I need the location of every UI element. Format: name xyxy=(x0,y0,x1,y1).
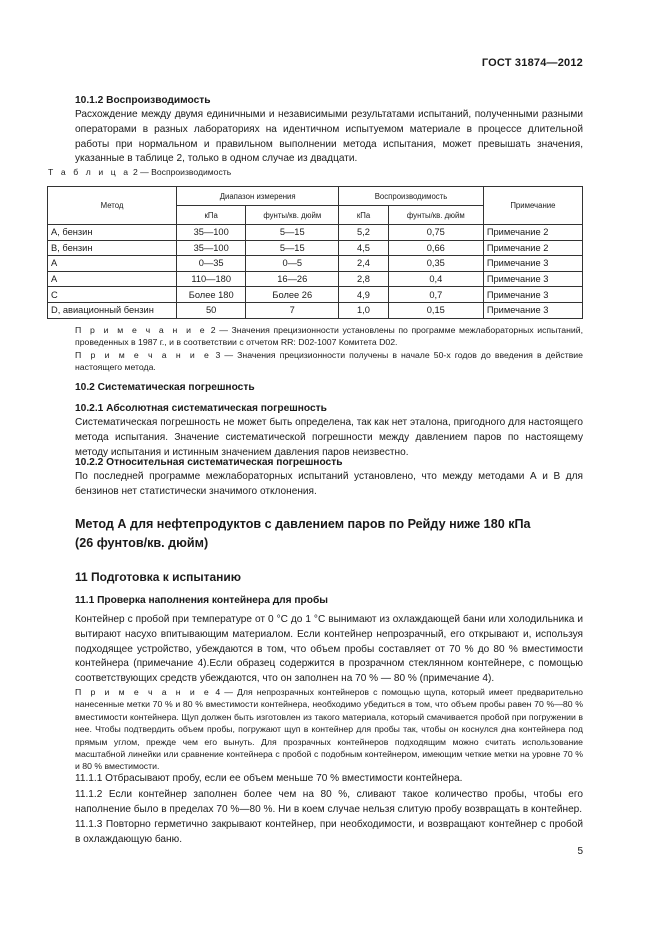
cell-note: Примечание 3 xyxy=(483,287,582,303)
table-row xyxy=(48,225,583,241)
cell-repro-psi: 0,35 xyxy=(388,256,483,272)
table-caption xyxy=(48,167,231,177)
cell-repro-psi: 0,75 xyxy=(388,225,483,241)
cell-repro-psi: 0,7 xyxy=(388,287,483,303)
method-a-line1: Метод А для нефтепродуктов с давлением паров по Рейду ниже 180 кПа xyxy=(75,517,531,531)
section-title: 10.1.2 Воспроизводимость xyxy=(75,95,211,106)
note-label: П р и м е ч а н и е xyxy=(75,325,208,335)
cell-method: А xyxy=(48,271,177,287)
col-header-kpa2: кПа xyxy=(339,206,389,225)
cell-method: А, бензин xyxy=(48,225,177,241)
col-header-kpa: кПа xyxy=(177,206,246,225)
cell-kpa: 50 xyxy=(177,302,246,318)
cell-psi: 5—15 xyxy=(246,240,339,256)
cell-psi: 7 xyxy=(246,302,339,318)
table-header-row xyxy=(48,187,583,206)
page-number: 5 xyxy=(577,846,583,857)
col-header-psi2: фунты/кв. дюйм xyxy=(388,206,483,225)
cell-method: В, бензин xyxy=(48,240,177,256)
paragraph-11-1-3: 11.1.3 Повторно герметично закрывают контейнер, при необходимости, и возвращают контейнер с пробой в охлаждающую баню. xyxy=(75,819,583,846)
table-row xyxy=(48,287,583,303)
col-header-note: Примечание xyxy=(483,187,582,225)
cell-kpa: 0—35 xyxy=(177,256,246,272)
cell-kpa: Более 180 xyxy=(177,287,246,303)
note-label: П р и м е ч а н и е xyxy=(75,349,212,360)
section-title: 10.2 Систематическая погрешность xyxy=(75,382,255,393)
section-10-2-1 xyxy=(75,402,583,460)
cell-note: Примечание 2 xyxy=(483,240,582,256)
cell-repro-psi: 0,66 xyxy=(388,240,483,256)
section-title: 10.2.2 Относительная систематическая погрешность xyxy=(75,457,343,468)
section-title: 11.1 Проверка наполнения контейнера для пробы xyxy=(75,595,328,606)
col-header-psi: фунты/кв. дюйм xyxy=(246,206,339,225)
cell-repro-kpa: 4,9 xyxy=(339,287,389,303)
table-notes xyxy=(75,324,583,374)
note-text: 3 — Значения прецизионности получены в начале 50-х годов до введения в действие настоящего метода. xyxy=(75,349,583,373)
col-header-method: Метод xyxy=(48,187,177,225)
cell-kpa: 35—100 xyxy=(177,240,246,256)
paragraph: Контейнер с пробой при температуре от 0 °С до 1 °С вынимают из охлаждающей бани или холодильника и вытирают насухо впитывающим материалом. Если контейнер непрозрачный, его открывают и, используя подходящее устройство, убеждаются в том, что объем пробы составляет от 70 % до 80 % вместимости контейнера (примечание 4).Если образец содержится в прозрачном стеклянном контейнере, с помощью соответствующих средств убеждаются, что он заполнен на 70 % — 80 % (примечание 4). xyxy=(75,614,583,685)
cell-psi: Более 26 xyxy=(246,287,339,303)
paragraph: По последней программе межлабораторных испытаний установлено, что между методами А и В для бензинов нет статистически значимого отклонения. xyxy=(75,471,583,497)
note-4 xyxy=(75,686,583,773)
cell-repro-psi: 0,4 xyxy=(388,271,483,287)
section-title: 10.2.1 Абсолютная систематическая погрешность xyxy=(75,403,327,414)
cell-method: С xyxy=(48,287,177,303)
cell-repro-kpa: 2,4 xyxy=(339,256,389,272)
cell-psi: 5—15 xyxy=(246,225,339,241)
cell-note: Примечание 3 xyxy=(483,271,582,287)
section-11-1-x xyxy=(75,772,583,848)
section-10-2-2 xyxy=(75,456,583,500)
cell-repro-kpa: 5,2 xyxy=(339,225,389,241)
table-row xyxy=(48,240,583,256)
paragraph: Расхождение между двумя единичными и независимыми результатами испытаний, полученными разными операторами в разных лабораториях на идентичном испытуемом материале в процессе длительной работы при нормальном и правильном выполнении метода испытания, может превышать значения, указанные в таблице 2, только в одном случае из двадцати. xyxy=(75,109,583,165)
method-a-heading xyxy=(75,515,583,553)
cell-psi: 0—5 xyxy=(246,256,339,272)
note-label: П р и м е ч а н и е xyxy=(75,687,212,697)
method-a-line2: (26 фунтов/кв. дюйм) xyxy=(75,536,209,550)
cell-kpa: 35—100 xyxy=(177,225,246,241)
cell-repro-kpa: 4,5 xyxy=(339,240,389,256)
paragraph-11-1-1: 11.1.1 Отбрасывают пробу, если ее объем меньше 70 % вместимости контейнера. xyxy=(75,773,463,784)
note-4-text xyxy=(75,686,583,773)
reproducibility-table xyxy=(47,186,583,319)
cell-kpa: 110—180 xyxy=(177,271,246,287)
section-11-1 xyxy=(75,594,583,687)
section-10-2 xyxy=(75,381,583,395)
col-header-range: Диапазон измерения xyxy=(177,187,339,206)
note-3 xyxy=(75,349,583,374)
table-row xyxy=(48,271,583,287)
cell-psi: 16—26 xyxy=(246,271,339,287)
cell-note: Примечание 3 xyxy=(483,302,582,318)
note-2 xyxy=(75,324,583,349)
doc-header-id: ГОСТ 31874—2012 xyxy=(481,57,583,69)
table-caption-text: 2 — Воспроизводимость xyxy=(132,167,232,177)
section-10-1-2 xyxy=(75,94,583,167)
cell-note: Примечание 2 xyxy=(483,225,582,241)
col-header-repro: Воспроизводимость xyxy=(339,187,484,206)
cell-method: D, авиационный бензин xyxy=(48,302,177,318)
paragraph: Систематическая погрешность не может быть определена, так как нет эталона, пригодного для настоящего метода испытания. Значение систематической погрешности между давлением паров по настоящему методу испытания и истинным значением давления паров неизвестно. xyxy=(75,417,583,458)
section-11-title: 11 Подготовка к испытанию xyxy=(75,570,242,584)
table-row xyxy=(48,256,583,272)
table-caption-label: Т а б л и ц а xyxy=(48,167,131,177)
note-text: 4 — Для непрозрачных контейнеров с помощью щупа, который имеет предварительно нанесенные метки 70 % и 80 % вместимости контейнера, необходимо убедиться в том, что объем пробы равен 70 %—80 % вместимости контейнера. Щуп должен быть изготовлен из такого материала, который смачивается пробой при погружении в нее. Чтобы подтвердить объем пробы, погружают щуп в контейнер для пробы так, чтобы он коснулся дна контейнера под прямым углом, прежде чем его вынуть. Для прозрачных контейнеров подходящим можно считать использование масштабной линейки или сравнение контейнера с пробой с подобным контейнером, имеющим четкие метки на уровне 70 % и 80 % вместимости. xyxy=(75,687,583,772)
paragraph-11-1-2: 11.1.2 Если контейнер заполнен более чем на 80 %, сливают такое количество пробы, чтобы его наполнение было в пределах 70 %—80 %. Ни в коем случае нельзя слитую пробу возвращать в контейнер. xyxy=(75,788,583,815)
cell-repro-psi: 0,15 xyxy=(388,302,483,318)
cell-repro-kpa: 1,0 xyxy=(339,302,389,318)
cell-method: А xyxy=(48,256,177,272)
cell-repro-kpa: 2,8 xyxy=(339,271,389,287)
cell-note: Примечание 3 xyxy=(483,256,582,272)
note-text: 2 — Значения прецизионности установлены по программе межлабораторных испытаний, проведенных в 1987 г., и в соответствии с отчетом RR: D02-1007 Комитета D02. xyxy=(75,325,583,348)
table-row xyxy=(48,302,583,318)
